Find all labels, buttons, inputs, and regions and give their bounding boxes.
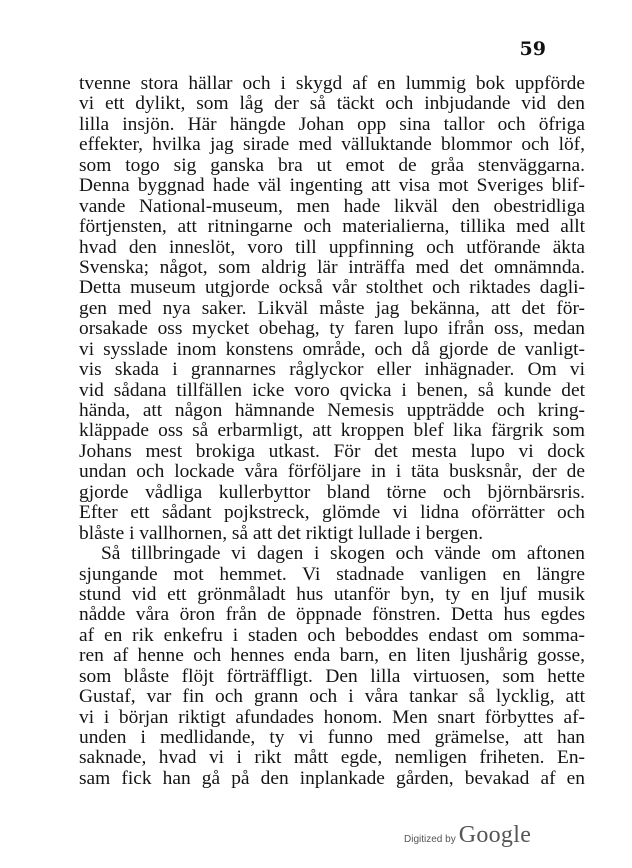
page-number: 59 — [519, 38, 546, 60]
text-line: blåste i vallhornen, så att det riktigt lullade i bergen. — [79, 523, 484, 544]
text-line: hända, att någon hämnande Nemesis uppträdde och kring- — [79, 401, 585, 421]
text-line: Efter ett sådant pojkstreck, glömde vi lidna oförrätter och — [79, 503, 585, 524]
text-line: vi ett dylikt, som låg der så täckt och inbjudande vid den — [79, 94, 585, 115]
text-line: tvenne stora hällar och i skygd af en lummig bok uppförde — [79, 74, 585, 94]
text-line: orsakade oss mycket obehag, ty faren lupo ifrån oss, medan — [79, 319, 585, 340]
text-line: kläppade oss så erbarmligt, att kroppen blef lika färgrik som — [79, 421, 585, 442]
text-line: Denna byggnad hade väl ingenting att visa mot Sveriges blif- — [79, 176, 585, 197]
text-line: vi i början riktigt afundades honom. Men snart förbyttes af- — [79, 707, 585, 728]
text-line: vid sådana tillfällen icke voro qvicka i benen, så kunde det — [79, 380, 585, 401]
text-line: unden i medlidande, ty vi funno med grämelse, att han — [79, 728, 585, 748]
text-line: vande National-museum, men hade likväl den obestridliga — [79, 196, 585, 217]
text-line: gjorde vådliga kullerbyttor bland törne och björnbärsris. — [79, 482, 585, 503]
text-line: förtjensten, att ritningarne och materialierna, tillika med allt — [79, 217, 585, 238]
text-line: gen med nya saker. Likväl måste jag bekänna, att det för- — [79, 298, 585, 319]
text-line: ren af henne och hennes enda barn, en liten ljushårig gosse, — [79, 646, 585, 667]
text-line: sjungande mot hemmet. Vi stadnade vanligen en längre — [79, 564, 585, 585]
text-line: undan och lockade våra förföljare in i täta busksnår, der de — [79, 462, 585, 483]
text-line: af en rik enkefru i staden och beboddes endast om somma- — [79, 625, 585, 646]
text-line-paragraph-start: Så tillbringade vi dagen i skogen och vände om aftonen — [101, 544, 585, 565]
text-line: stund vid ett grönmåladt hus utanför byn, ty en ljuf musik — [79, 584, 585, 605]
text-line: som blåste flöjt förträffligt. Den lilla virtuosen, som hette — [79, 666, 585, 687]
body-text — [79, 74, 585, 789]
text-line: nådde våra öron från de öppnade fönstren. Detta hus egdes — [79, 605, 585, 626]
google-logo: Google — [458, 822, 532, 848]
text-line: saknade, hvad vi i rikt mått egde, nemligen friheten. En- — [79, 748, 585, 769]
text-line: vis skada i grannarnes råglyckor eller inhägnader. Om vi — [79, 360, 585, 381]
text-line: Gustaf, var fin och grann och i våra tankar så lycklig, att — [79, 687, 585, 708]
text-line: hvad den inneslöt, voro till uppfinning och utförande äkta — [79, 237, 585, 258]
text-line: effekter, hvilka jag sirade med välluktande blommor och löf, — [79, 135, 585, 156]
digitized-watermark — [404, 822, 531, 852]
digitized-by-label: Digitized by — [404, 834, 456, 845]
text-line: sam fick han gå på den inplankade gården, bevakad af en — [79, 768, 585, 789]
text-line: Detta museum utgjorde också vår stolthet och riktades dagli- — [79, 278, 585, 299]
text-line: Svenska; något, som aldrig lär inträffa med det omnämnda. — [79, 257, 585, 278]
text-line: som togo sig ganska bra ut emot de gråa stenväggarna. — [79, 155, 585, 176]
text-line: lilla insjön. Här hängde Johan opp sina tallor och öfriga — [79, 114, 585, 135]
text-line: vi sysslade inom konstens område, och då gjorde de vanligt- — [79, 339, 585, 360]
text-line: Johans mest brokiga utkast. För det mesta lupo vi dock — [79, 441, 585, 462]
